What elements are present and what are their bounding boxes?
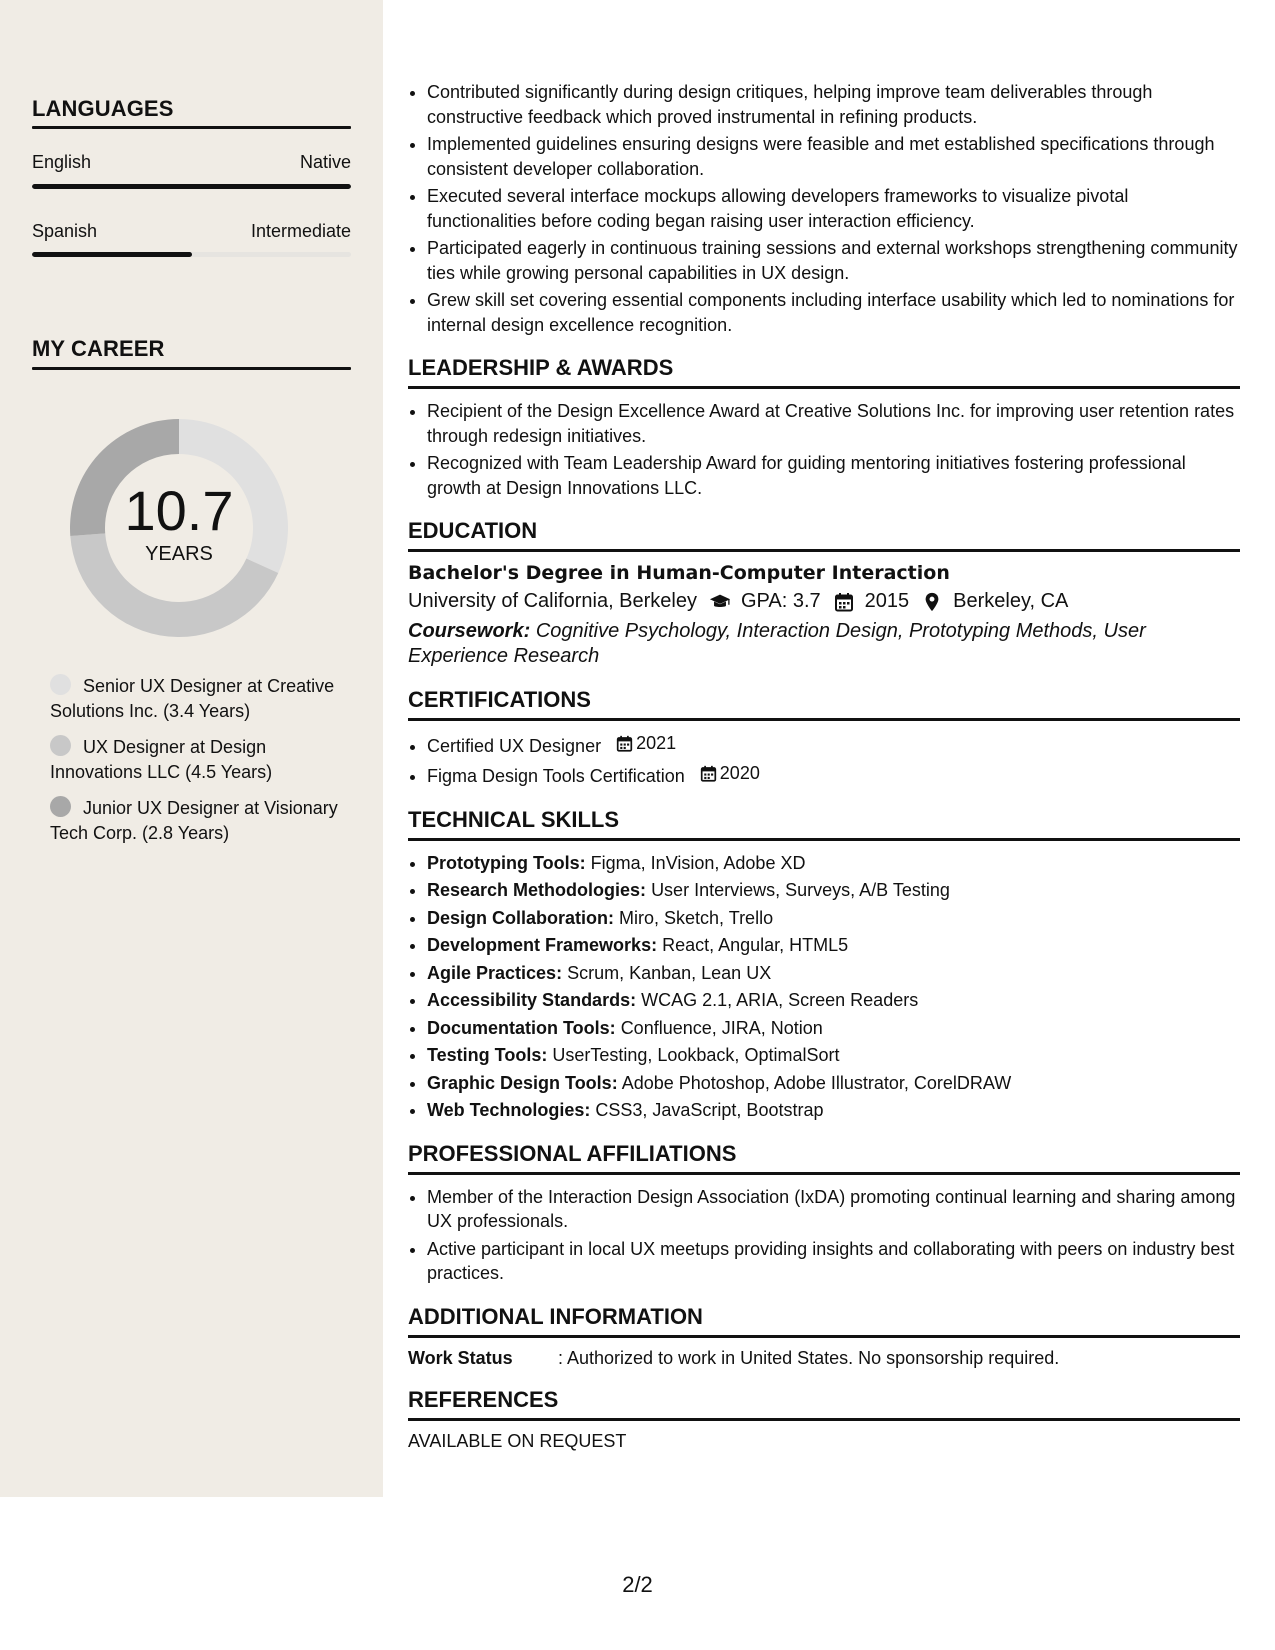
legend-dot-icon xyxy=(50,735,71,756)
language-bar-english xyxy=(32,184,351,189)
languages-heading: LANGUAGES xyxy=(32,96,174,121)
career-item xyxy=(50,796,340,845)
calendar-icon xyxy=(833,592,855,612)
skills-heading: TECHNICAL SKILLS xyxy=(408,807,1240,841)
language-name: English xyxy=(32,152,92,172)
skill-value: WCAG 2.1, ARIA, Screen Readers xyxy=(641,990,919,1010)
skill-value: CSS3, JavaScript, Bootstrap xyxy=(595,1100,824,1120)
location-pin-icon xyxy=(921,592,943,612)
work-status-label: Work Status xyxy=(408,1347,513,1368)
references-text: AVAILABLE ON REQUEST xyxy=(408,1430,627,1451)
skill-value: Figma, InVision, Adobe XD xyxy=(590,852,806,873)
skill-value: Confluence, JIRA, Notion xyxy=(620,1017,823,1038)
additional-heading: ADDITIONAL INFORMATION xyxy=(408,1304,1240,1338)
career-legend xyxy=(50,674,340,857)
skill-item xyxy=(427,851,1240,876)
skill-label: Agile Practices: xyxy=(427,962,563,983)
skill-item xyxy=(427,1043,1240,1068)
skill-value: React, Angular, HTML5 xyxy=(662,935,849,955)
education-location: Berkeley, CA xyxy=(953,590,1069,612)
skill-label: Research Methodologies: xyxy=(427,880,647,900)
legend-dot-icon xyxy=(50,674,71,695)
skill-item xyxy=(427,961,1240,986)
references-heading: REFERENCES xyxy=(408,1387,1240,1421)
skill-label: Accessibility Standards: xyxy=(427,990,637,1010)
career-item-label: Senior UX Designer at Creative Solutions Inc. (3.4 Years) xyxy=(50,676,335,721)
career-heading: MY CAREER xyxy=(32,336,165,361)
experience-bullet: • Grew skill set covering essential components including interface usability which led to nominations for internal design excellence recognition. xyxy=(427,288,1240,337)
skill-item xyxy=(427,933,1240,958)
language-bar-fill xyxy=(32,252,192,257)
experience-bullet: • Implemented guidelines ensuring designs were feasible and met established specifications through consistent developer collaboration. xyxy=(427,132,1240,181)
leadership-list xyxy=(408,399,1240,500)
work-status-row xyxy=(408,1348,1240,1369)
certification-item xyxy=(427,731,1240,758)
career-item xyxy=(50,674,340,723)
calendar-icon xyxy=(700,765,717,782)
certification-name: Figma Design Tools Certification xyxy=(427,766,685,786)
skill-label: Web Technologies: xyxy=(427,1100,591,1120)
skill-label: Testing Tools: xyxy=(427,1045,548,1065)
legend-dot-icon xyxy=(50,796,71,817)
page-number: 2/2 xyxy=(622,1572,653,1597)
skill-label: Documentation Tools: xyxy=(427,1017,616,1038)
education-coursework xyxy=(408,619,1240,669)
language-level: Intermediate xyxy=(250,221,351,241)
experience-bullet: • Executed several interface mockups allowing developers frameworks to visualize pivotal functionalities before coding began raising user interaction efficiency. xyxy=(427,184,1240,233)
languages-rule xyxy=(32,126,351,129)
skill-value: Scrum, Kanban, Lean UX xyxy=(567,962,772,983)
certifications-list xyxy=(408,731,1240,789)
affiliation-item: • Member of the Interaction Design Association (IxDA) promoting continual learning and sharing among UX professionals. xyxy=(427,1185,1240,1234)
career-item-label: Junior UX Designer at Visionary Tech Corp. (2.8 Years) xyxy=(50,798,338,843)
skill-item xyxy=(427,1098,1240,1123)
experience-bullets xyxy=(408,80,1240,337)
donut-center xyxy=(66,415,292,641)
affiliations-list xyxy=(408,1185,1240,1286)
education-gpa: GPA: 3.7 xyxy=(741,590,821,612)
language-level: Native xyxy=(299,152,351,172)
career-total-value: 10.7 xyxy=(124,478,234,542)
skills-list xyxy=(408,851,1240,1123)
language-row-spanish xyxy=(32,221,351,242)
education-heading: EDUCATION xyxy=(408,518,1240,552)
leadership-heading: LEADERSHIP & AWARDS xyxy=(408,355,1240,389)
affiliations-heading: PROFESSIONAL AFFILIATIONS xyxy=(408,1141,1240,1175)
experience-bullet: • Participated eagerly in continuous training sessions and external workshops strengthening community ties while growing personal capabilities in UX design. xyxy=(427,236,1240,285)
skill-label: Prototyping Tools: xyxy=(427,852,586,873)
leadership-item: • Recipient of the Design Excellence Award at Creative Solutions Inc. for improving user retention rates through redesign initiatives. xyxy=(427,399,1240,448)
leadership-item: • Recognized with Team Leadership Award for guiding mentoring initiatives fostering professional growth at Design Innovations LLC. xyxy=(427,451,1240,500)
career-item-label: UX Designer at Design Innovations LLC (4.5 Years) xyxy=(50,737,273,782)
certification-name: Certified UX Designer xyxy=(427,735,602,756)
language-bar-spanish xyxy=(32,252,351,257)
main-column xyxy=(408,80,1240,1452)
skill-value: Adobe Photoshop, Adobe Illustrator, CorelDRAW xyxy=(621,1072,1012,1093)
education-meta xyxy=(408,590,1240,613)
career-donut-chart xyxy=(66,415,292,641)
skill-label: Design Collaboration: xyxy=(427,907,615,928)
skill-item xyxy=(427,988,1240,1013)
certifications-heading: CERTIFICATIONS xyxy=(408,687,1240,721)
certification-year: 2021 xyxy=(636,733,677,753)
skill-value: Miro, Sketch, Trello xyxy=(619,907,774,928)
graduation-cap-icon xyxy=(709,592,731,612)
skill-value: User Interviews, Surveys, A/B Testing xyxy=(651,880,950,900)
certification-year: 2020 xyxy=(719,763,760,784)
coursework-list: Cognitive Psychology, Interaction Design, Prototyping Methods, User Experience Research xyxy=(408,620,1146,667)
education-degree: Bachelor's Degree in Human-Computer Interaction xyxy=(408,562,950,584)
work-status-value: : Authorized to work in United States. No sponsorship required. xyxy=(558,1347,1060,1368)
coursework-label: Coursework: xyxy=(408,620,531,642)
certification-item xyxy=(427,761,1240,788)
language-name: Spanish xyxy=(32,221,98,241)
skill-item xyxy=(427,906,1240,931)
career-rule xyxy=(32,367,351,370)
experience-bullet: • Contributed significantly during design critiques, helping improve team deliverables through constructive feedback which proved instrumental in refining products. xyxy=(427,80,1240,129)
sidebar xyxy=(0,0,383,1497)
education-school: University of California, Berkeley xyxy=(408,590,697,612)
skill-item xyxy=(427,1071,1240,1096)
language-bar-fill xyxy=(32,184,351,189)
language-row-english xyxy=(32,152,351,173)
skill-item xyxy=(427,878,1240,903)
skill-label: Graphic Design Tools: xyxy=(427,1072,618,1093)
skill-item xyxy=(427,1016,1240,1041)
education-year: 2015 xyxy=(864,590,910,612)
career-total-unit: YEARS xyxy=(145,542,213,565)
skill-label: Development Frameworks: xyxy=(427,935,658,955)
career-item xyxy=(50,735,340,784)
skill-value: UserTesting, Lookback, OptimalSort xyxy=(552,1045,840,1065)
calendar-icon xyxy=(616,735,633,752)
affiliation-item: • Active participant in local UX meetups providing insights and collaborating with peers on industry best practices. xyxy=(427,1237,1240,1286)
